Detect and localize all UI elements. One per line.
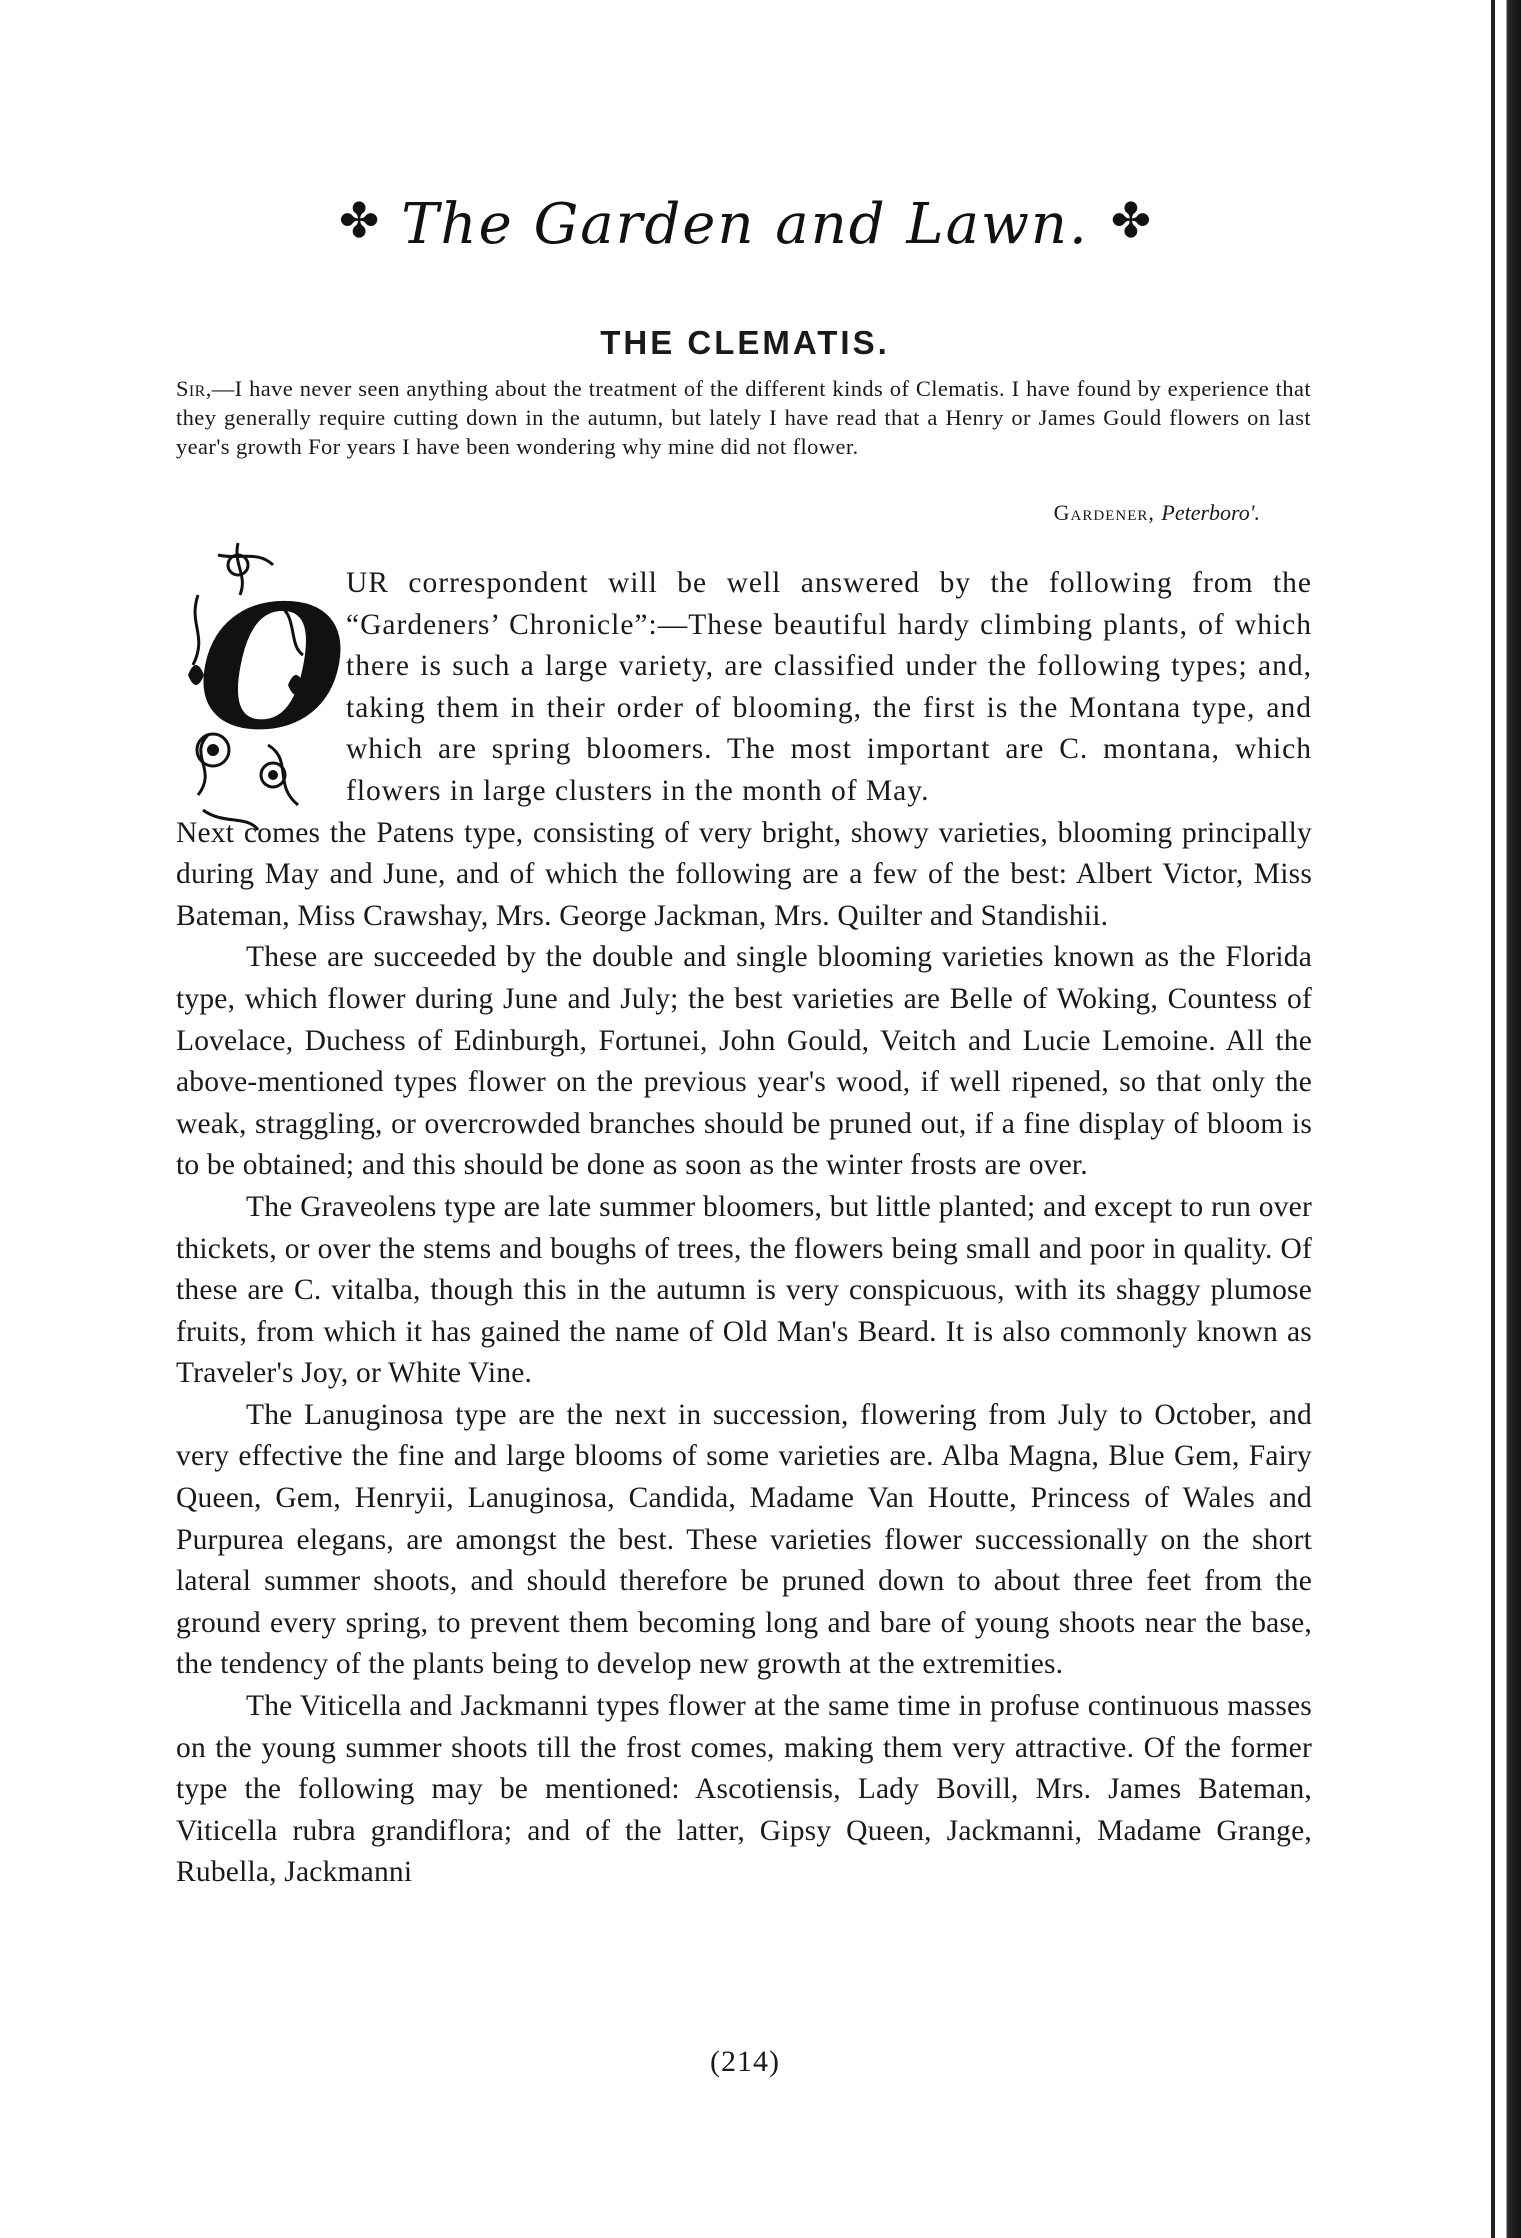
paragraph-3: The Graveolens type are late summer bloomers, but little planted; and except to run over thickets, or over the stems and boughs of trees, the flowers being small and poor in quality. Of these are C. vitalba, though this in the autumn is very conspicuous, with its shaggy plumose fruits, from which it has gained the name of Old Man's Beard. It is also commonly known as Traveler's Joy, or White Vine. [176,1190,1312,1390]
left-ornament-icon: ✤ [338,195,380,248]
reader-letter [176,374,1311,461]
paragraph-4: The Lanuginosa type are the next in succession, flowering from July to October, and very effective the fine and large blooms of some varieties are. Alba Magna, Blue Gem, Fairy Queen, Gem, Henryii, Lanuginosa, Candida, Madame Van Houtte, Princess of Wales and Purpurea elegans, are amongst the best. These varieties flower successionally on the short lateral summer shoots, and should therefore be pruned down to about three feet from the ground every spring, to prevent them becoming long and bare of young shoots near the base, the tendency of the plants being to develop new growth at the extremities. [176,1398,1312,1681]
letter-signature [860,500,1260,526]
initial-letter: O [198,568,347,768]
paragraph-5: The Viticella and Jackmanni types flower at the same time in profuse continuous masses on the young summer shoots till the frost comes, making them very attractive. Of the former type the following may be mentioned: Ascotiensis, Lady Bovill, Mrs. James Bateman, Viticella rubra grandiflora; and of the latter, Gipsy Queen, Jackmanni, Madame Grange, Rubella, Jackmanni [176,1690,1312,1889]
signature-name: Gardener, [1053,500,1155,525]
paragraph-1-lead [346,563,1312,813]
section-header [0,192,1490,257]
letter-body: —I have never seen anything about the treatment of the different kinds of Clematis. I have found by experience that they generally require cutting down in the autumn, but lately I have read that a Henry or James Gould flowers on last year's growth For years I have been wondering why mine did not flower. [176,376,1311,459]
paragraph-1-lead-text: UR correspondent will be well answered by the following from the “Gardeners’ Chronicle”:—These beautiful hardy climbing plants, of which there is such a large variety, are classified under the following types; and, taking them in their order of blooming, the first is the Montana type, and which are spring bloomers. The most important are C. montana, which flowers in large clusters in the month of May. [346,567,1312,807]
signature-place: Peterboro'. [1161,500,1260,525]
page-edge-line [1491,0,1495,2238]
article-title: THE CLEMATIS. [600,324,890,361]
paragraph-1-continuation: Next comes the Patens type, consisting of very bright, showy varieties, blooming principally during May and June, and of which the following are a few of the best: Albert Victor, Miss Bateman, Miss Crawshay, Mrs. George Jackman, Mrs. Quilter and Standishii. [176,816,1312,932]
page-number: (214) [710,2045,780,2078]
right-ornament-icon: ✤ [1110,195,1152,248]
paragraph-1 [176,563,1312,1894]
section-title: The Garden and Lawn. [401,192,1089,257]
paragraph-2: These are succeeded by the double and single blooming varieties known as the Florida type, which flower during June and July; the best varieties are Belle of Woking, Countess of Lovelace, Duchess of Edinburgh, Fortunei, John Gould, Veitch and Lucie Lemoine. All the above-mentioned types flower on the previous year's wood, if well ripened, so that only the weak, straggling, or overcrowded branches should be pruned out, if a fine display of bloom is to be obtained; and this should be done as soon as the winter frosts are over. [176,941,1312,1182]
letter-salutation: Sir, [176,376,212,401]
